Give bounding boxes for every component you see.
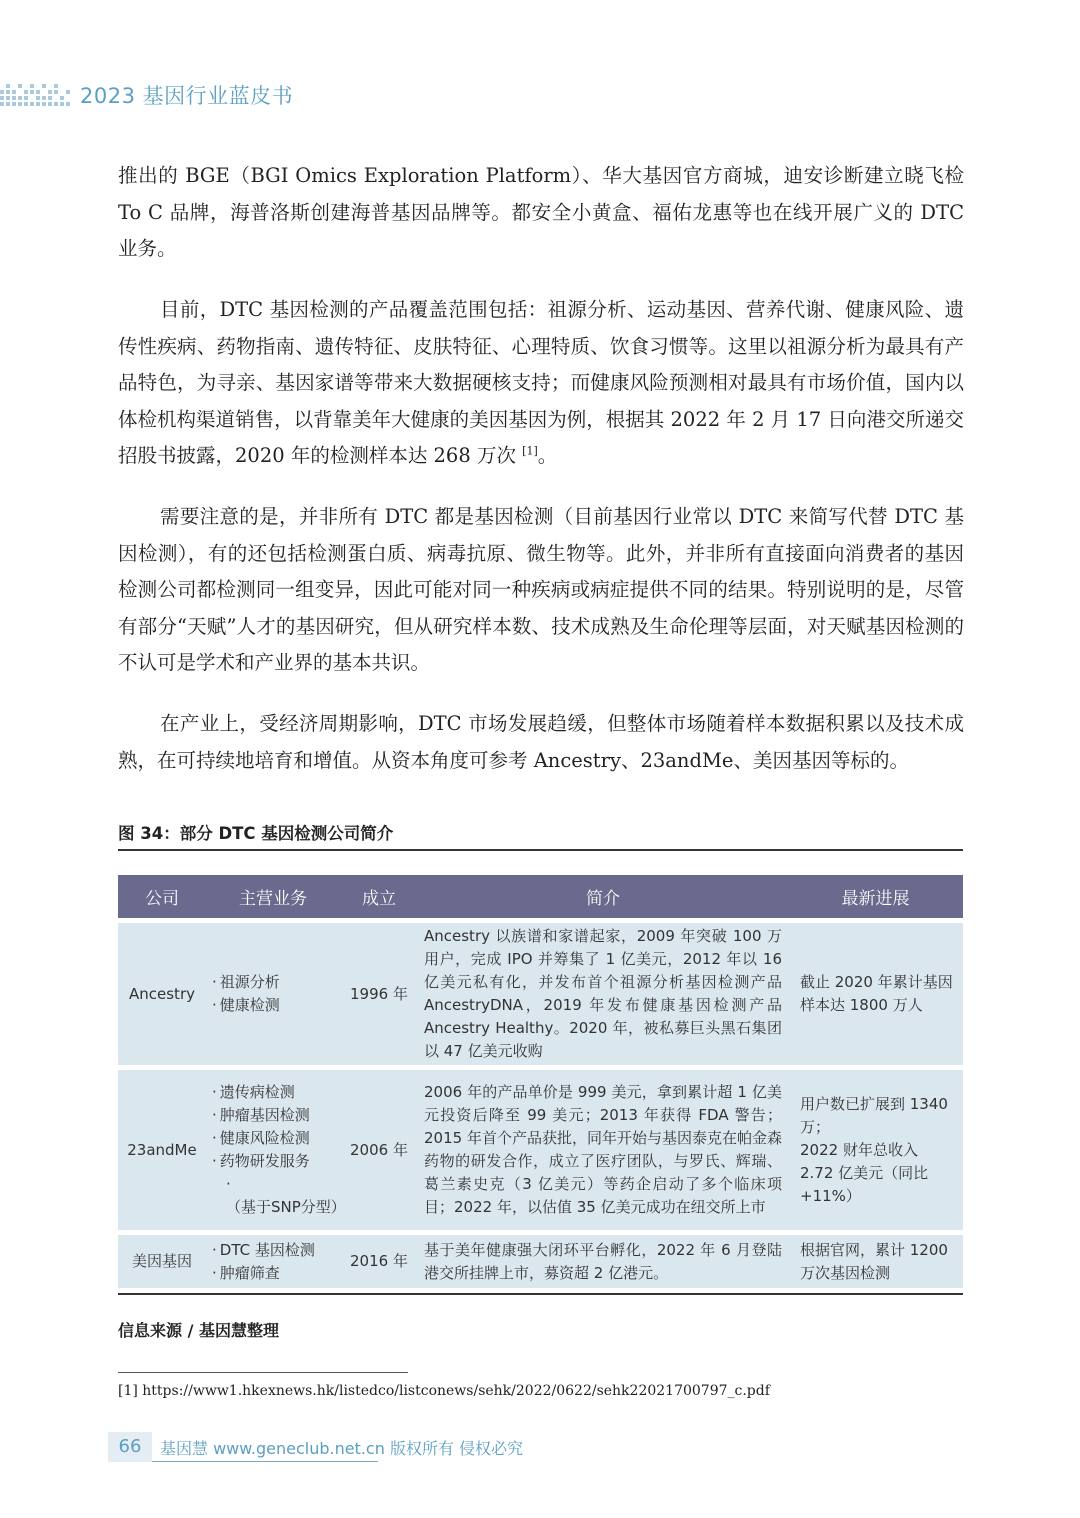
cell-company: 美因基因 (131, 1252, 192, 1270)
progress-line: 2022 财年总收入 2.72 亿美元（同比 +11%） (800, 1140, 929, 1205)
cell-progress: 截止 2020 年累计基因样本达 1800 万人 (800, 973, 953, 1014)
business-item: · 健康检测 (212, 994, 280, 1017)
cell-business (206, 923, 340, 1065)
cell-founded: 2016 年 (350, 1252, 408, 1270)
business-item: · 祖源分析 (212, 971, 280, 994)
business-item: · 健康风险检测 (212, 1127, 340, 1150)
table-bottom-rule (118, 1293, 963, 1295)
business-item: · 肿瘤基因检测 (212, 1104, 340, 1127)
cell-business (206, 1070, 346, 1230)
paragraph-2-end: 。 (537, 444, 558, 467)
header-business: 主营业务 (239, 889, 307, 909)
business-item: · 遗传病检测 (212, 1081, 340, 1104)
figure-top-rule (118, 849, 963, 851)
table-row (118, 1070, 963, 1230)
cell-progress (788, 1070, 963, 1230)
paragraph-4: 在产业上，受经济周期影响，DTC 市场发展趋缓，但整体市场随着样本数据积累以及技术成熟，在可持续地培育和增值。从资本角度可参考 Ancestry、23andMe、美因基因等标的。 (118, 712, 964, 772)
cell-company: Ancestry (129, 984, 195, 1003)
cell-intro: 基于美年健康强大闭环平台孵化，2022 年 6 月登陆港交所挂牌上市，募资超 2 亿港元。 (424, 1240, 782, 1282)
cell-progress: 根据官网，累计 1200 万次基因检测 (800, 1240, 948, 1282)
business-item: · 药物研发服务 (212, 1150, 340, 1173)
paragraph-2 (118, 292, 964, 475)
header-founded: 成立 (362, 889, 396, 909)
figure-title: 图 34：部分 DTC 基因检测公司简介 (118, 824, 394, 843)
footnote-ref[interactable]: [1] (522, 444, 538, 458)
cell-founded: 1996 年 (350, 984, 408, 1003)
footnote-rule (118, 1372, 408, 1373)
footer-text: 基因慧 www.geneclub.net.cn 版权所有 侵权必究 (160, 1439, 524, 1458)
cell-business (206, 1235, 340, 1288)
paragraph-1: 推出的 BGE（BGI Omics Exploration Platform）、华大基因官方商城，迪安诊断建立晓飞检 To C 品牌，海普洛斯创建海普基因品牌等。都安全小黄盒、福佑龙惠等也在线开展广义的 DTC 业务。 (118, 164, 964, 260)
figure-source: 信息来源 / 基因慧整理 (118, 1321, 279, 1340)
page-footer (108, 1432, 528, 1464)
page-number: 66 (118, 1436, 142, 1457)
header-progress: 最新进展 (841, 889, 910, 909)
cell-company: 23andMe (127, 1140, 197, 1159)
business-item: · DTC 基因检测 (212, 1239, 315, 1262)
footer-rule (152, 1461, 378, 1462)
page-header (0, 76, 1080, 112)
header-company: 公司 (145, 889, 179, 909)
cell-intro: Ancestry 以族谱和家谱起家，2009 年突破 100 万用户，完成 IPO 并筹集了 1 亿美元，2012 年以 16 亿美元私有化，并发布首个祖源分析基因检测产品 AncestryDNA，2019 年发布健康基因检测产品 Ancestry Healthy。2020 年，被私募巨头黑石集团以 47 亿美元收购 (424, 927, 782, 1060)
business-item: · 肿瘤筛查 (212, 1262, 315, 1285)
header-dot-pattern-icon (0, 82, 72, 106)
cell-intro: 2006 年的产品单价是 999 美元，拿到累计超 1 亿美元投资后降至 99 美元；2013 年获得 FDA 警告；2015 年首个产品获批，同年开始与基因泰克在帕金森药物的研发合作，成立了医疗团队，与罗氏、辉瑞、葛兰素史克（3 亿美元）等药企启动了多个临床项目；2022 年，以估值 35 亿美元成功在纽交所上市 (424, 1083, 782, 1216)
table-row (118, 923, 963, 1065)
cell-founded: 2006 年 (350, 1140, 408, 1159)
business-note: · （基于SNP分型） (212, 1173, 340, 1219)
table-row (118, 1235, 963, 1288)
footnote[interactable]: [1] https://www1.hkexnews.hk/listedco/listconews/sehk/2022/0622/sehk22021700797_c.pdf (118, 1383, 770, 1399)
header-title: 2023 基因行业蓝皮书 (80, 84, 294, 108)
company-table (118, 875, 963, 1295)
progress-line: 用户数已扩展到 1340 万； (800, 1094, 948, 1136)
header-intro: 简介 (586, 889, 620, 909)
paragraph-3: 需要注意的是，并非所有 DTC 都是基因检测（目前基因行业常以 DTC 来简写代替 DTC 基因检测），有的还包括检测蛋白质、病毒抗原、微生物等。此外，并非所有直接面向消费者的基因检测公司都检测同一组变异，因此可能对同一种疾病或病症提供不同的结果。特别说明的是，尽管有部分“天赋”人才的基因研究，但从研究样本数、技术成熟及生命伦理等层面，对天赋基因检测的不认可是学术和产业界的基本共识。 (118, 505, 964, 674)
paragraph-2-text: 目前，DTC 基因检测的产品覆盖范围包括：祖源分析、运动基因、营养代谢、健康风险、遗传性疾病、药物指南、遗传特征、皮肤特征、心理特质、饮食习惯等。这里以祖源分析为最具有产品特色，为寻亲、基因家谱等带来大数据硬核支持；而健康风险预测相对最具有市场价值，国内以体检机构渠道销售，以背靠美年大健康的美因基因为例，根据其 2022 年 2 月 17 日向港交所递交招股书披露，2020 年的检测样本达 268 万次 (118, 298, 964, 467)
table-header (118, 875, 963, 918)
